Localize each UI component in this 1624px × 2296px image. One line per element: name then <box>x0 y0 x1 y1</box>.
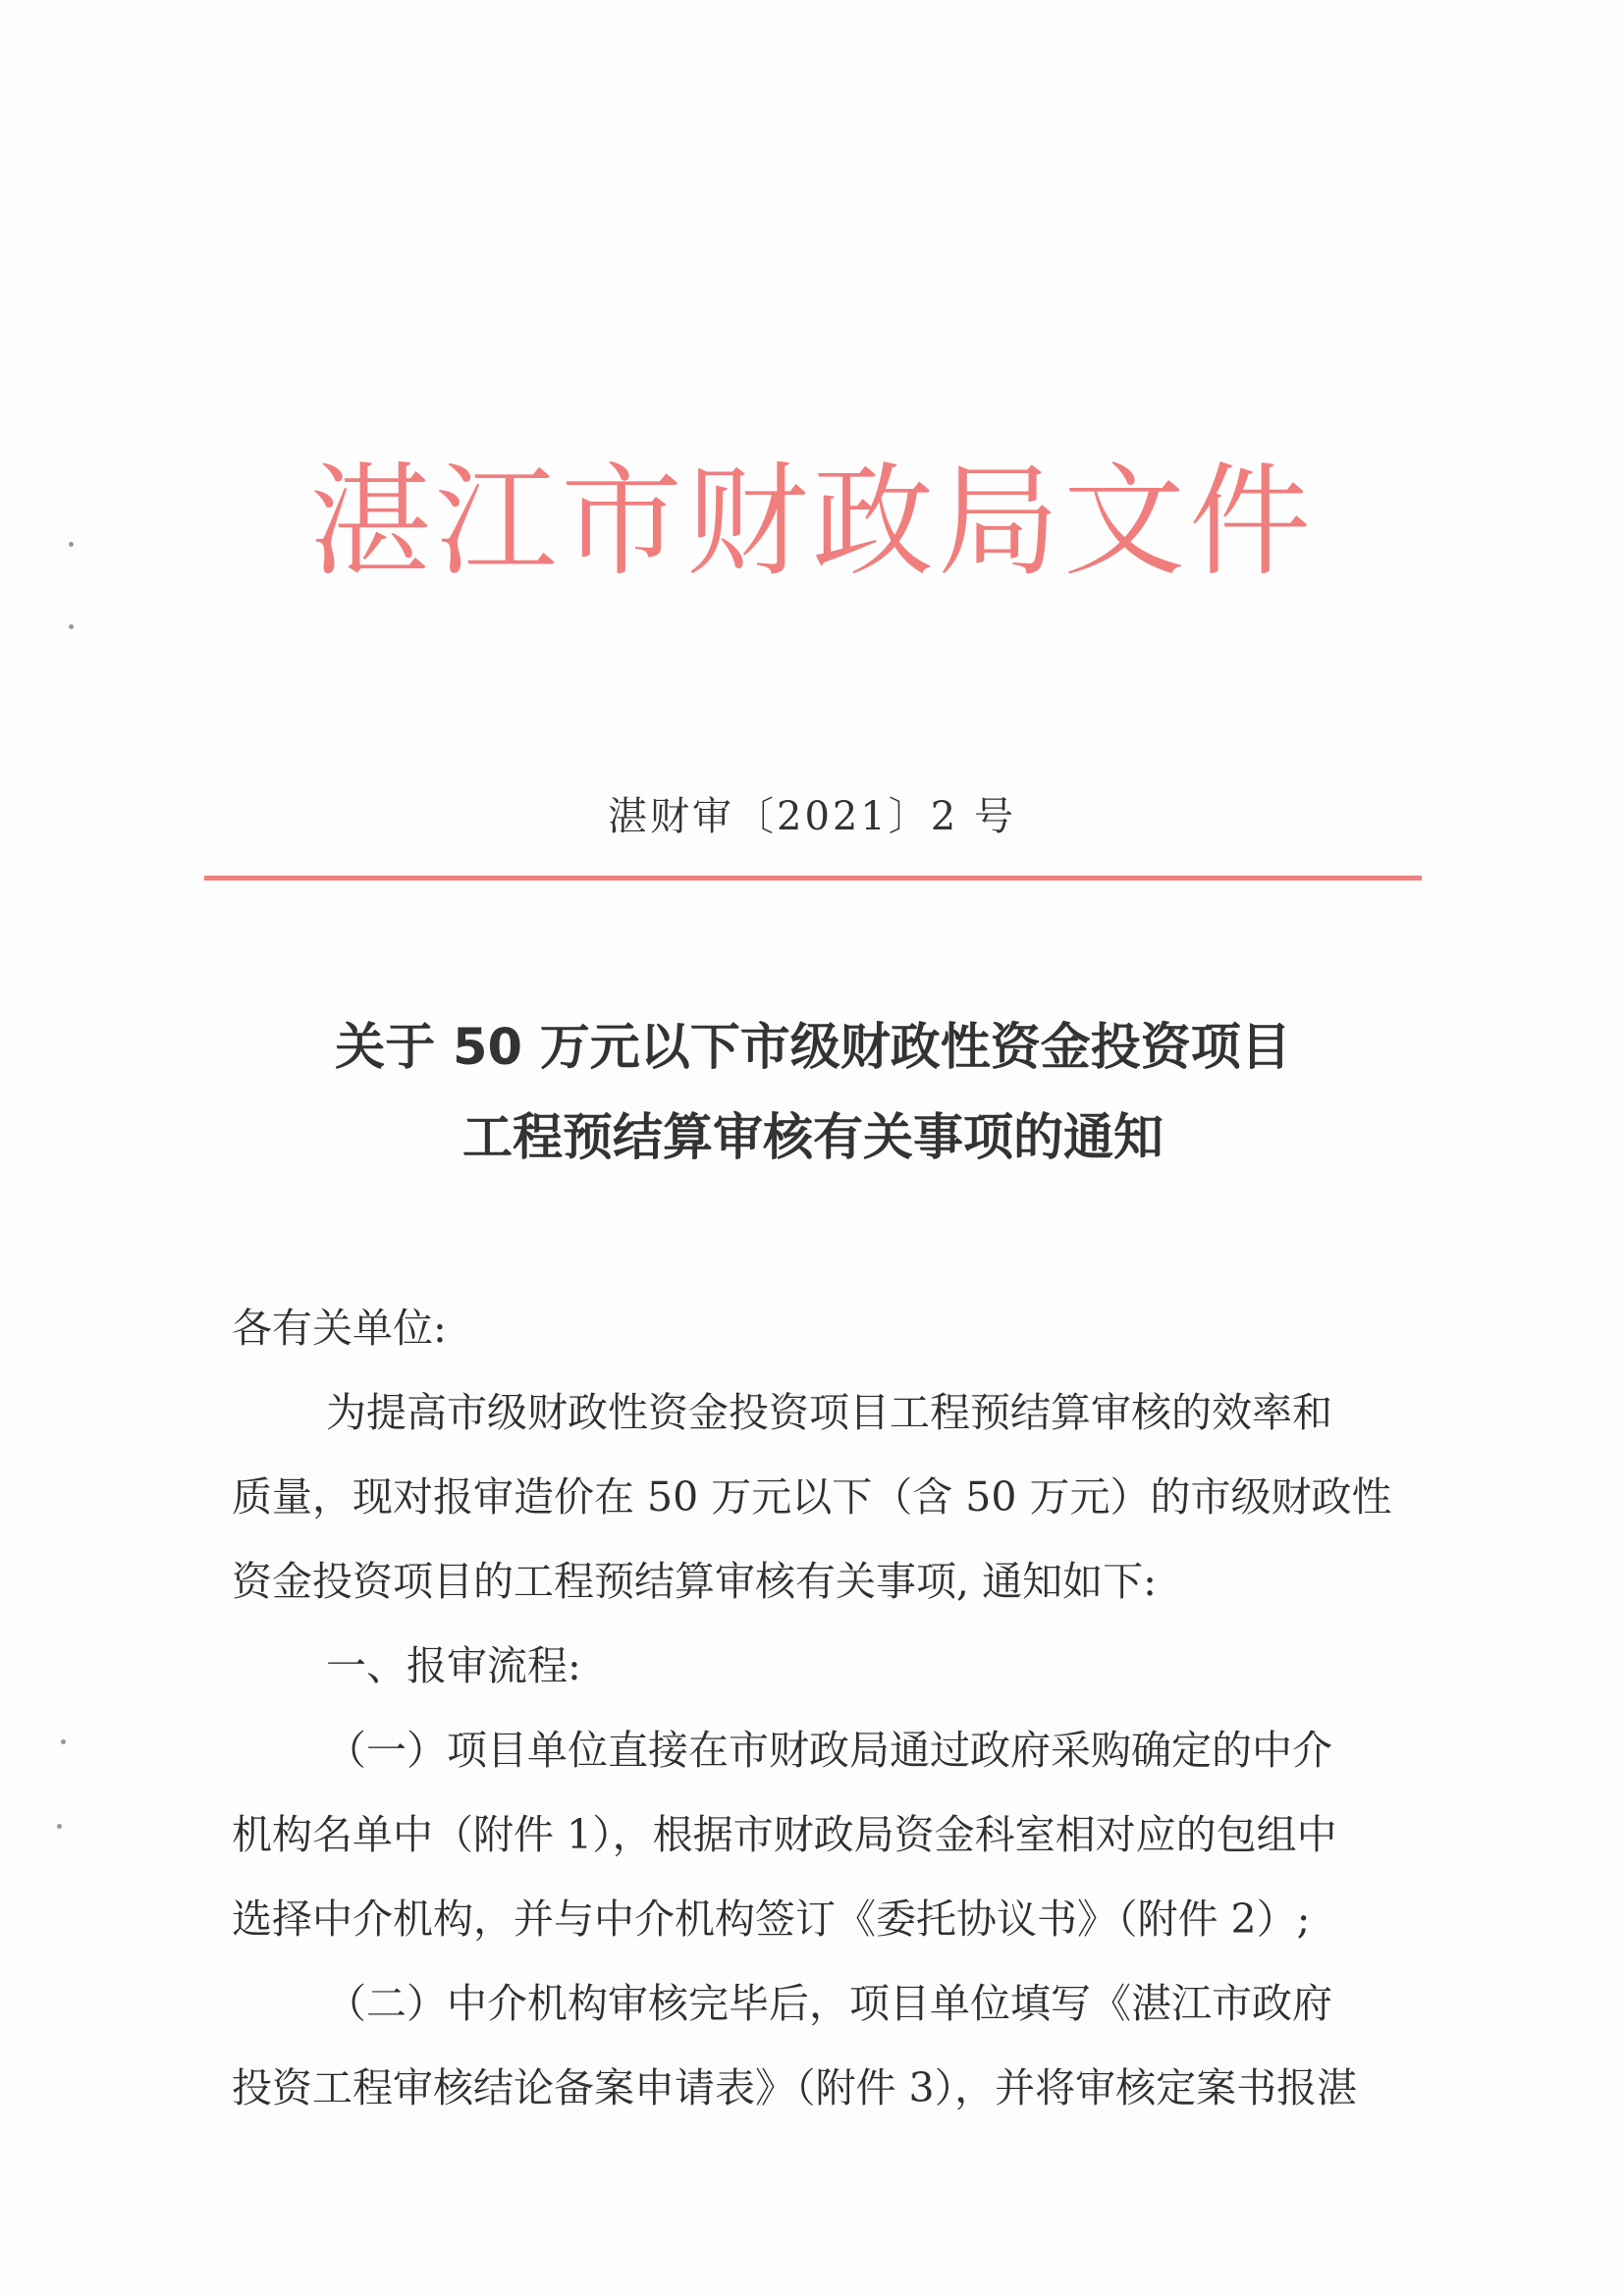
body-line: 选择中介机构，并与中介机构签订《委托协议书》（附件 2）; <box>232 1896 1311 1943</box>
body-line: 资金投资项目的工程预结算审核有关事项, 通知如下: <box>232 1558 1157 1605</box>
document-title <box>204 1003 1422 1184</box>
document-header-title: 湛江市财政局文件 <box>308 452 1315 593</box>
document-number: 湛财审〔2021〕2 号 <box>608 794 1016 839</box>
body-line: （二）中介机构审核完毕后，项目单位填写《湛江市政府 <box>326 1980 1332 2027</box>
header-divider <box>204 876 1422 881</box>
document-body <box>232 1286 1422 2130</box>
scan-mark <box>57 1824 62 1829</box>
body-line: 质量，现对报审造价在 50 万元以下（含 50 万元）的市级财政性 <box>232 1473 1392 1521</box>
salutation: 各有关单位: <box>232 1305 447 1352</box>
body-line: （一）项目单位直接在市财政局通过政府采购确定的中介 <box>326 1727 1332 1774</box>
scan-mark <box>61 1739 66 1744</box>
body-line: 为提高市级财政性资金投资项目工程预结算审核的效率和 <box>326 1389 1332 1436</box>
body-line: 机构名单中（附件 1），根据市财政局资金科室相对应的包组中 <box>232 1811 1337 1858</box>
scan-mark <box>69 624 74 629</box>
section-heading: 一、报审流程: <box>326 1642 581 1689</box>
title-line-2: 工程预结算审核有关事项的通知 <box>461 1109 1164 1167</box>
title-line-1: 关于 50 万元以下市级财政性资金投资项目 <box>335 1019 1291 1077</box>
body-line: 投资工程审核结论备案申请表》（附件 3），并将审核定案书报湛 <box>232 2064 1358 2111</box>
